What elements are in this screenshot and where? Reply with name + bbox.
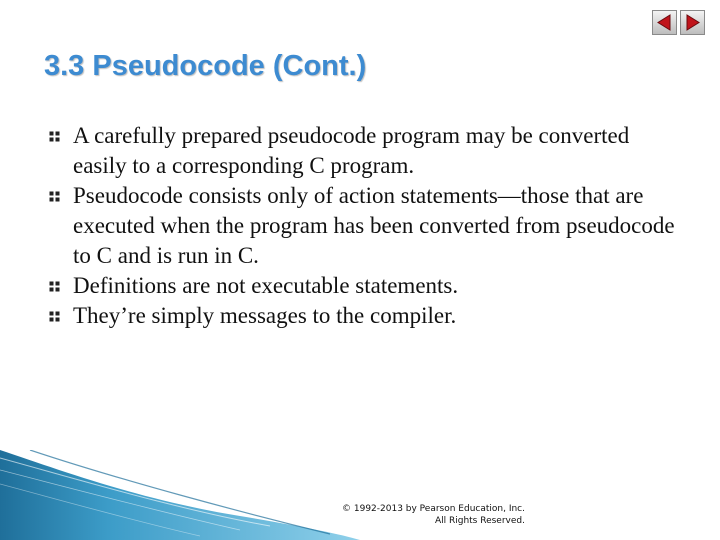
bullet-item (47, 271, 687, 301)
square-bullet-icon (49, 191, 60, 202)
bullet-text: A carefully prepared pseudocode program may be converted easily to a corresponding C program. (73, 123, 630, 178)
square-bullet-icon (49, 311, 60, 322)
copyright-notice (300, 503, 525, 527)
copyright-line: All Rights Reserved. (434, 516, 525, 526)
square-bullet-icon (49, 281, 60, 292)
right-arrow-icon (684, 14, 701, 31)
copyright-line: © 1992-2013 by Pearson Education, Inc. (342, 504, 525, 514)
slide-navigation (652, 10, 705, 35)
bullet-item (47, 121, 687, 181)
bullet-text: They’re simply messages to the compiler. (73, 303, 457, 328)
bullet-list (47, 121, 687, 331)
square-bullet-icon (49, 131, 60, 142)
left-arrow-icon (656, 14, 673, 31)
bullet-text: Pseudocode consists only of action statements—those that are executed when the program has been converted from pseudocode to C and is run in C. (73, 183, 675, 268)
bullet-item (47, 301, 687, 331)
bullet-text: Definitions are not executable statements. (73, 273, 459, 298)
prev-slide-button[interactable] (652, 10, 677, 35)
bullet-item (47, 181, 687, 271)
slide-title: 3.3 Pseudocode (Cont.) (44, 50, 367, 82)
next-slide-button[interactable] (680, 10, 705, 35)
